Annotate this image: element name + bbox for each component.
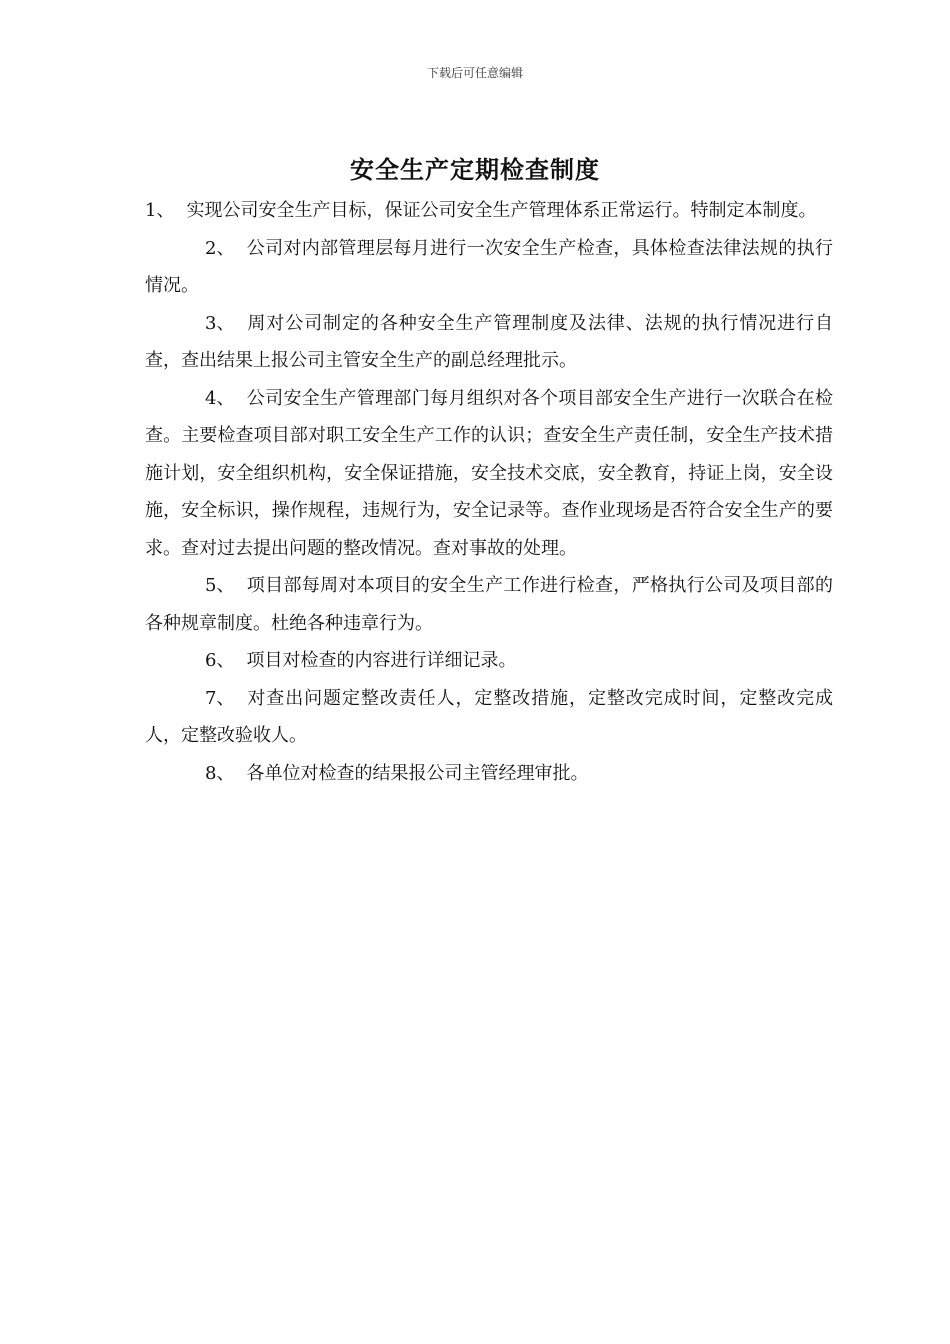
clause-number: 8、 [205,762,235,784]
clause-8 [145,755,833,793]
document-title: 安全生产定期检查制度 [350,155,600,184]
clause-number: 7、 [205,687,235,709]
clause-text: 项目对检查的内容进行详细记录。 [246,650,517,671]
clause-2 [145,230,833,305]
page-header-note: 下载后可任意编辑 [426,66,523,80]
clause-text: 周对公司制定的各种安全生产管理制度及法律、法规的执行情况进行自查，查出结果上报公司主管安全生产的副总经理批示。 [145,312,833,371]
clause-1 [145,192,833,230]
clause-number: 3、 [205,312,235,334]
clause-number: 2、 [205,237,235,259]
clause-number: 5、 [205,575,235,596]
clause-text: 项目部每周对本项目的安全生产工作进行检查，严格执行公司及项目部的各种规章制度。杜绝各种违章行为。 [145,575,833,634]
clause-text: 实现公司安全生产目标，保证公司安全生产管理体系正常运行。特制定本制度。 [186,200,817,221]
document-body [145,192,833,792]
clause-5 [145,567,833,642]
clause-6 [145,642,833,680]
clause-text: 公司安全生产管理部门每月组织对各个项目部安全生产进行一次联合在检查。主要检查项目部对职工安全生产工作的认识；查安全生产责任制，安全生产技术措施计划，安全组织机构，安全保证措施，安全技术交底，安全教育，持证上岗，安全设施，安全标识，操作规程，违规行为，安全记录等。查作业现场是否符合安全生产的要求。查对过去提出问题的整改情况。查对事故的处理。 [145,387,833,559]
clause-4 [145,380,833,568]
clause-text: 对查出问题定整改责任人，定整改措施，定整改完成时间，定整改完成人，定整改验收人。 [145,687,833,746]
clause-3 [145,305,833,380]
clause-number: 4、 [205,387,235,409]
clause-text: 各单位对检查的结果报公司主管经理审批。 [246,762,589,784]
clause-text: 公司对内部管理层每月进行一次安全生产检查，具体检查法律法规的执行情况。 [145,237,833,296]
clause-7 [145,680,833,755]
clause-number: 1、 [145,200,175,221]
clause-number: 6、 [205,650,235,671]
